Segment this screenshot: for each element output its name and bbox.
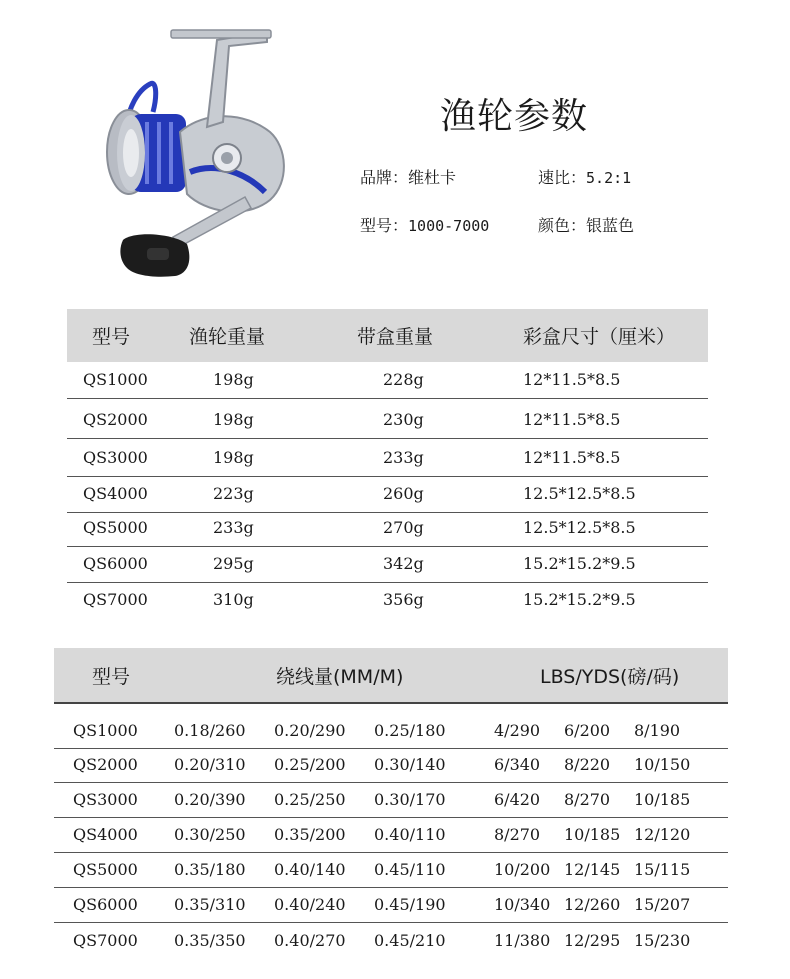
- table-cell: QS3000: [83, 448, 148, 467]
- table-cell: 11/380: [494, 931, 551, 950]
- table-row: [54, 714, 728, 749]
- table-cell: 15/115: [634, 860, 691, 879]
- table-row: [54, 924, 728, 958]
- table-cell: 356g: [383, 590, 424, 609]
- ratio-spec: [538, 165, 631, 188]
- table-cell: QS2000: [73, 755, 138, 774]
- table-cell: 10/150: [634, 755, 691, 774]
- table-cell: 260g: [383, 484, 424, 503]
- table-cell: 0.18/260: [174, 721, 246, 740]
- table-cell: QS6000: [83, 554, 148, 573]
- table-cell: 198g: [213, 410, 254, 429]
- table-cell: 15/230: [634, 931, 691, 950]
- weights-table-header: [67, 309, 708, 362]
- table-cell: QS1000: [83, 370, 148, 389]
- table-cell: 10/185: [564, 825, 621, 844]
- table-row: [54, 888, 728, 923]
- table-cell: 0.35/310: [174, 895, 246, 914]
- table-cell: 0.35/200: [274, 825, 346, 844]
- table-cell: 198g: [213, 370, 254, 389]
- color-label: 颜色：: [538, 216, 587, 235]
- table-cell: 15/207: [634, 895, 691, 914]
- table-cell: 0.40/140: [274, 860, 346, 879]
- table-cell: 0.25/180: [374, 721, 446, 740]
- table-cell: 0.30/140: [374, 755, 446, 774]
- header-model: 型号: [92, 666, 131, 688]
- table-cell: 0.35/350: [174, 931, 246, 950]
- table-cell: 12*11.5*8.5: [523, 410, 621, 429]
- table-cell: QS5000: [83, 518, 148, 537]
- table-cell: 0.20/390: [174, 790, 246, 809]
- header-reel-weight: 渔轮重量: [189, 326, 266, 348]
- table-cell: 12.5*12.5*8.5: [523, 484, 636, 503]
- table-cell: 198g: [213, 448, 254, 467]
- table-cell: 10/200: [494, 860, 551, 879]
- table-row: [67, 363, 708, 399]
- table-cell: 8/190: [634, 721, 681, 740]
- table-row: [67, 583, 708, 618]
- table-cell: 6/420: [494, 790, 541, 809]
- table-cell: 0.45/210: [374, 931, 446, 950]
- page-title: 渔轮参数: [440, 96, 589, 137]
- table-cell: 0.20/310: [174, 755, 246, 774]
- table-cell: QS7000: [73, 931, 138, 950]
- brand-value: 维杜卡: [408, 168, 457, 187]
- table-cell: 12/295: [564, 931, 621, 950]
- table-cell: 228g: [383, 370, 424, 389]
- table-cell: 8/270: [494, 825, 541, 844]
- brand-spec: [360, 165, 456, 188]
- table-row: [67, 403, 708, 439]
- table-cell: 223g: [213, 484, 254, 503]
- table-cell: 0.25/250: [274, 790, 346, 809]
- table-cell: 0.25/200: [274, 755, 346, 774]
- table-cell: QS6000: [73, 895, 138, 914]
- model-value: 1000-7000: [408, 217, 490, 235]
- table-row: [67, 547, 708, 583]
- table-cell: 8/220: [564, 755, 611, 774]
- table-cell: 12/260: [564, 895, 621, 914]
- table-row: [54, 783, 728, 818]
- table-row: [54, 853, 728, 888]
- table-cell: 230g: [383, 410, 424, 429]
- table-cell: 8/270: [564, 790, 611, 809]
- header-box-size: 彩盒尺寸（厘米）: [523, 326, 676, 348]
- table-cell: QS1000: [73, 721, 138, 740]
- ratio-label: 速比：: [538, 168, 587, 187]
- table-cell: 4/290: [494, 721, 541, 740]
- brand-label: 品牌：: [360, 168, 409, 187]
- table-row: [67, 511, 708, 547]
- table-cell: 15.2*15.2*9.5: [523, 590, 636, 609]
- table-cell: 12*11.5*8.5: [523, 448, 621, 467]
- table-cell: 6/340: [494, 755, 541, 774]
- table-cell: 310g: [213, 590, 254, 609]
- model-spec: [360, 213, 489, 236]
- fishing-reel-icon: [95, 22, 310, 282]
- table-cell: 10/340: [494, 895, 551, 914]
- table-cell: 0.30/170: [374, 790, 446, 809]
- table-cell: 10/185: [634, 790, 691, 809]
- color-value: 银蓝色: [586, 216, 635, 235]
- table-cell: 0.40/270: [274, 931, 346, 950]
- table-row: [54, 748, 728, 783]
- table-row: [54, 818, 728, 853]
- table-cell: QS4000: [83, 484, 148, 503]
- table-cell: 0.40/110: [374, 825, 446, 844]
- table-row: [67, 441, 708, 477]
- table-cell: 12.5*12.5*8.5: [523, 518, 636, 537]
- header-boxed-weight: 带盒重量: [357, 326, 434, 348]
- table-cell: 0.35/180: [174, 860, 246, 879]
- header-model: 型号: [92, 326, 131, 348]
- table-cell: 295g: [213, 554, 254, 573]
- table-cell: 233g: [383, 448, 424, 467]
- table-row: [67, 477, 708, 513]
- table-cell: 12/145: [564, 860, 621, 879]
- ratio-value: 5.2:1: [586, 169, 632, 187]
- table-cell: QS5000: [73, 860, 138, 879]
- table-cell: 6/200: [564, 721, 611, 740]
- table-cell: 342g: [383, 554, 424, 573]
- table-cell: 0.40/240: [274, 895, 346, 914]
- table-cell: QS4000: [73, 825, 138, 844]
- color-spec: [538, 213, 634, 236]
- table-cell: 0.20/290: [274, 721, 346, 740]
- table-cell: 270g: [383, 518, 424, 537]
- line-table-header: [54, 648, 728, 704]
- table-cell: 0.45/190: [374, 895, 446, 914]
- table-cell: 12/120: [634, 825, 691, 844]
- table-cell: QS3000: [73, 790, 138, 809]
- table-cell: 0.30/250: [174, 825, 246, 844]
- table-cell: 233g: [213, 518, 254, 537]
- table-cell: 15.2*15.2*9.5: [523, 554, 636, 573]
- table-cell: QS2000: [83, 410, 148, 429]
- table-cell: 0.45/110: [374, 860, 446, 879]
- table-cell: QS7000: [83, 590, 148, 609]
- header-mono-capacity: 绕线量(MM/M): [276, 666, 404, 688]
- header-lbs-yds: LBS/YDS(磅/码): [540, 666, 680, 688]
- model-label: 型号：: [360, 216, 409, 235]
- table-cell: 12*11.5*8.5: [523, 370, 621, 389]
